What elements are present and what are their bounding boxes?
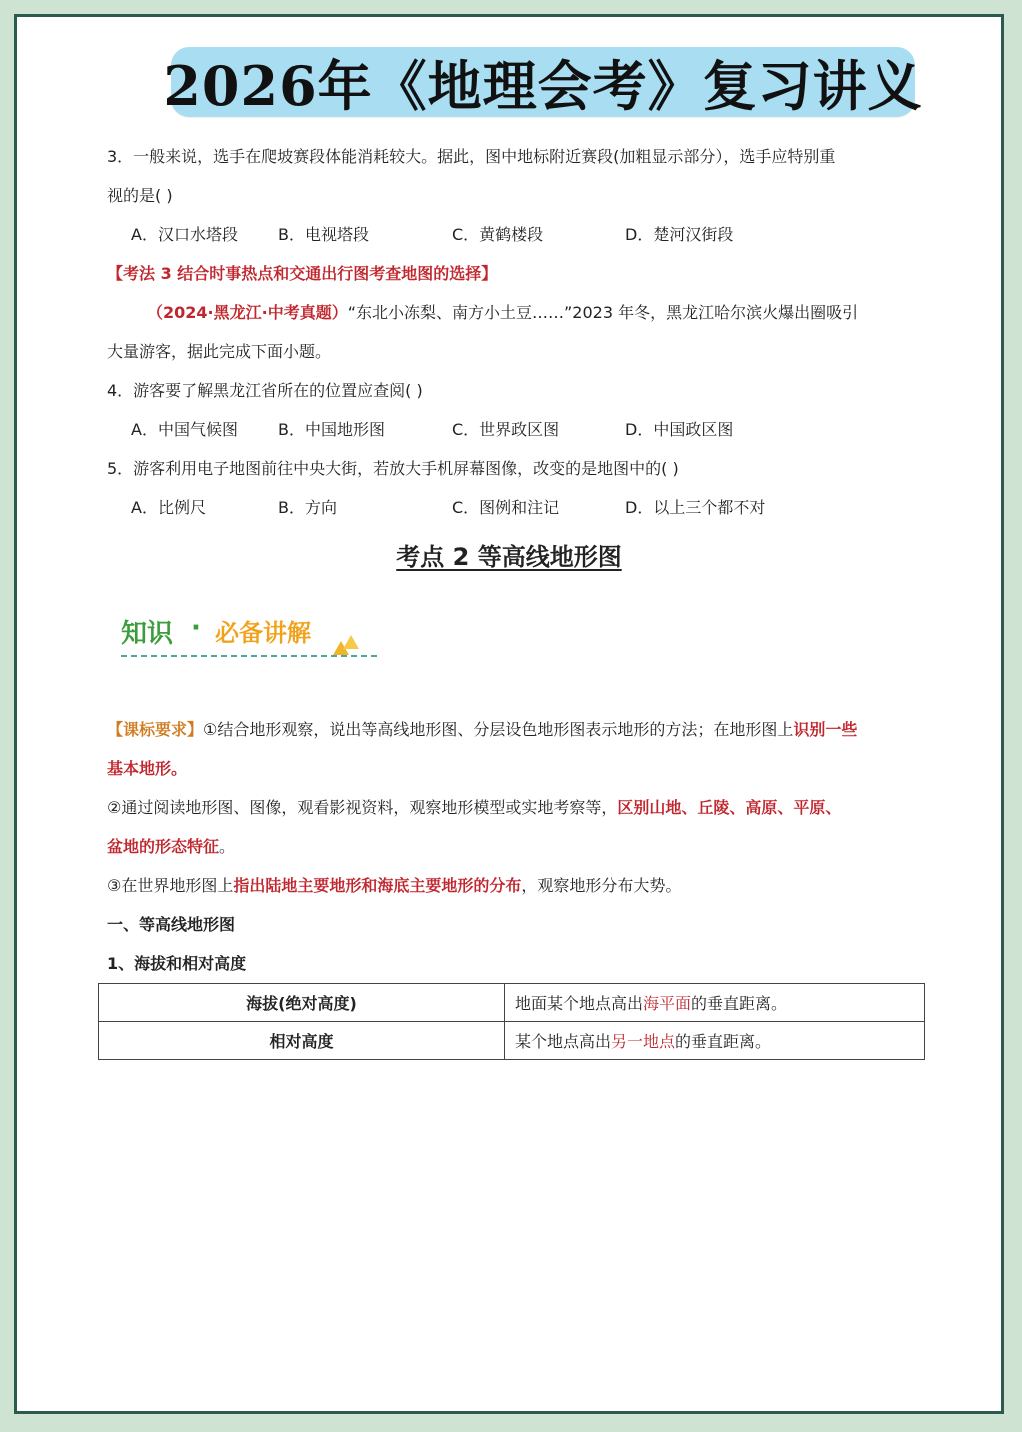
q3-stem-line2: 视的是( ) [107,186,173,205]
section-title [17,537,1001,572]
req-p3c: ，观察地形分布大势。 [521,876,682,895]
source-line2: 大量游客，据此完成下面小题。 [107,342,332,361]
table-text: 某个地点高出 [515,1032,612,1051]
req-p2d: 。 [219,837,236,856]
source-tag: （2024·黑龙江·中考真题） [147,303,348,322]
req-line2 [107,797,841,819]
heading-contour-map: 一、等高线地形图 [107,915,236,934]
method3-heading: 【考法 3 结合时事热点和交通出行图考查地图的选择】 [107,264,498,283]
badge-dashed-line [121,655,377,657]
q4-option-d: D．中国政区图 [625,420,734,439]
table-key-relative-height: 相对高度 [99,1022,505,1060]
req-line3 [107,836,235,858]
section-title-text: 考点 2 等高线地形图 [396,543,622,571]
req-p1b: 识别一些 [793,720,858,739]
q3-option-b: B．电视塔段 [278,225,369,244]
req-p3a: ③在世界地形图上 [107,876,234,895]
q4-option-a: A．中国气候图 [131,420,238,439]
req-line4 [107,875,681,897]
table-text: 的垂直距离。 [675,1032,772,1051]
req-p1c: 基本地形。 [107,759,188,778]
q5-option-a: A．比例尺 [131,498,206,517]
q3-stem-line1: 3．一般来说，选手在爬坡赛段体能消耗较大。据此，图中地标附近赛段(加粗显示部分），选手应特别重 [107,147,836,166]
req-p2a: ②通过阅读地形图、图像，观看影视资料，观察地形模型或实地考察等， [107,798,618,817]
heading-altitude: 1、海拔和相对高度 [107,954,247,973]
source-line1 [147,302,858,324]
altitude-table [98,983,925,1060]
badge-dot: · [191,613,201,643]
q5-option-b: B．方向 [278,498,337,517]
badge-triangle-icon-2 [343,635,359,649]
table-value-relative-height [505,1022,925,1060]
knowledge-badge [121,611,381,661]
q4-option-b: B．中国地形图 [278,420,385,439]
table-highlight: 海平面 [643,994,692,1013]
q4-option-c: C．世界政区图 [452,420,560,439]
table-key-altitude: 海拔(绝对高度) [99,984,505,1022]
q3-option-a: A．汉口水塔段 [131,225,238,244]
req-p1a: ①结合地形观察，说出等高线地形图、分层设色地形图表示地形的方法；在地形图上 [203,720,794,739]
table-text: 地面某个地点高出 [515,994,644,1013]
table-row [99,1022,925,1060]
q5-option-d: D．以上三个都不对 [625,498,766,517]
table-text: 的垂直距离。 [691,994,788,1013]
table-highlight: 另一地点 [611,1032,676,1051]
q4-stem: 4．游客要了解黑龙江省所在的位置应查阅( ) [107,381,423,400]
source-text1: “东北小冻梨、南方小土豆……”2023 年冬，黑龙江哈尔滨火爆出圈吸引 [347,303,859,322]
document-page [14,14,1004,1414]
req-line1 [107,719,857,741]
q3-option-d: D．楚河汉街段 [625,225,734,244]
req-p2b: 区别山地、丘陵、高原、平原、 [617,798,842,817]
q5-option-c: C．图例和注记 [452,498,560,517]
document-title: 2026年《地理会考》复习讲义 [163,53,923,118]
q5-stem: 5．游客利用电子地图前往中央大街，若放大手机屏幕图像，改变的是地图中的( ) [107,459,679,478]
req-p3b: 指出陆地主要地形和海底主要地形的分布 [233,876,522,895]
table-row [99,984,925,1022]
badge-part2: 必备讲解 [215,619,311,647]
table-value-altitude [505,984,925,1022]
badge-part1: 知识 [121,619,174,649]
req-label: 【课标要求】 [107,720,204,739]
title-banner [163,47,923,118]
req-p2c: 盆地的形态特征 [107,837,220,856]
q3-option-c: C．黄鹤楼段 [452,225,544,244]
